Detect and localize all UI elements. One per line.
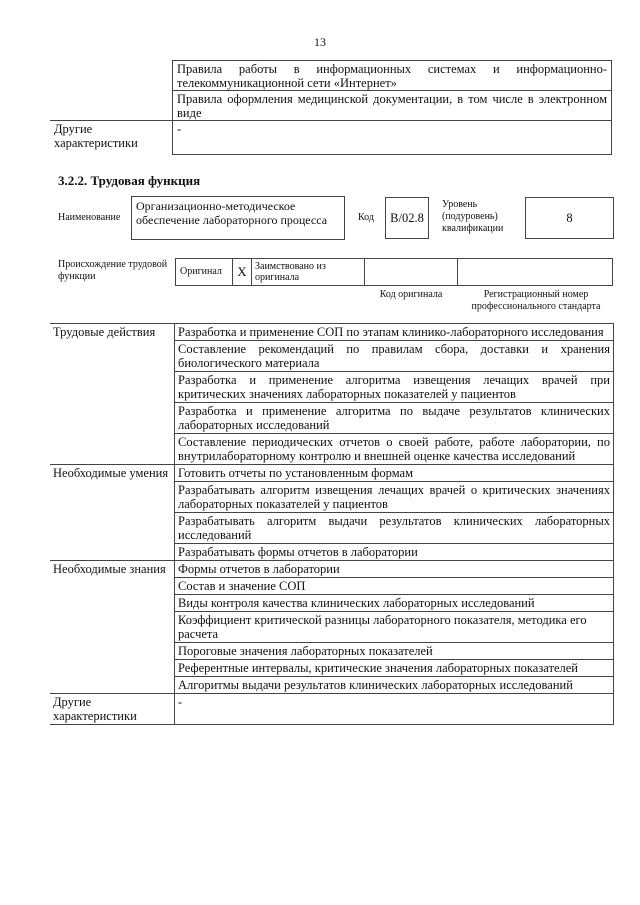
code-label: Код: [358, 212, 374, 223]
code-value-box: В/02.8: [385, 197, 429, 239]
table-row: [50, 372, 614, 403]
table-row: [50, 434, 614, 465]
knowledge-label: Необходимые знания: [50, 561, 175, 578]
list-item: Пороговые значения лабораторных показателей: [175, 643, 614, 660]
section-title: 3.2.2. Трудовая функция: [58, 173, 201, 188]
borrowed-cell: Заимствовано из оригинала: [251, 258, 365, 286]
row-value: Правила оформления медицинской документации, в том числе в электронном виде: [173, 91, 612, 121]
list-item: Разработка и применение СОП по этапам клинико-лабораторного исследования: [175, 324, 614, 341]
table-row: [50, 91, 612, 121]
top-continuation-table: [50, 60, 612, 155]
table-row: [50, 513, 614, 544]
other-label: Другие характеристики: [50, 694, 175, 725]
original-mark: X: [232, 258, 252, 286]
skills-label: Необходимые умения: [50, 465, 175, 482]
table-row: [50, 61, 612, 91]
other-value: -: [175, 694, 614, 725]
list-item: Составление рекомендаций по правилам сбора, доставки и хранения биологического материала: [175, 341, 614, 372]
table-row: [50, 341, 614, 372]
table-row: [50, 544, 614, 561]
origin-row: [175, 258, 613, 286]
list-item: Разрабатывать алгоритм извещения лечащих врачей о критических значениях лабораторных показателей у пациентов: [175, 482, 614, 513]
table-row: [50, 465, 614, 482]
list-item: Состав и значение СОП: [175, 578, 614, 595]
list-item: Коэффициент критической разницы лабораторного показателя, методика его расчета: [175, 612, 614, 643]
row-label: Другие характеристики: [50, 121, 173, 155]
list-item: Разрабатывать алгоритм выдачи результатов клинических лабораторных исследований: [175, 513, 614, 544]
table-row: [50, 578, 614, 595]
table-row: [50, 694, 614, 725]
row-label: [50, 91, 173, 121]
labor-actions-label: Трудовые действия: [50, 324, 175, 341]
list-item: Разрабатывать формы отчетов в лаборатории: [175, 544, 614, 561]
table-row: [50, 660, 614, 677]
reg-number-cell: [457, 258, 613, 286]
table-row: [50, 324, 614, 341]
table-row: [50, 595, 614, 612]
table-row: [50, 677, 614, 694]
code-original-cell: [364, 258, 458, 286]
table-row: [50, 612, 614, 643]
table-row: [50, 403, 614, 434]
table-row: [50, 482, 614, 513]
reg-number-label: Регистрационный номер профессионального стандарта: [471, 289, 601, 312]
list-item: Разработка и применение алгоритма по выдаче результатов клинических лабораторных исследований: [175, 403, 614, 434]
list-item: Составление периодических отчетов о своей работе, работе лаборатории, по внутрилабораторному контролю и внешней оценке качества исследований: [175, 434, 614, 465]
level-label: Уровень (подуровень) квалификации: [442, 199, 504, 234]
function-name-box: Организационно-методическое обеспечение лабораторного процесса: [131, 196, 345, 240]
name-label: Наименование: [58, 212, 121, 223]
code-original-label: Код оригинала: [379, 289, 443, 300]
list-item: Референтные интервалы, критические значения лабораторных показателей: [175, 660, 614, 677]
level-value-box: 8: [525, 197, 614, 239]
list-item: Разработка и применение алгоритма извещения лечащих врачей при критических значениях лабораторных показателей у пациентов: [175, 372, 614, 403]
row-label: [50, 61, 173, 91]
origin-label: Происхождение трудовой функции: [58, 259, 168, 282]
row-value: Правила работы в информационных системах и информационно-телекоммуникационной сети «Интернет»: [173, 61, 612, 91]
list-item: Формы отчетов в лаборатории: [175, 561, 614, 578]
function-details-table: [50, 323, 614, 725]
list-item: Виды контроля качества клинических лабораторных исследований: [175, 595, 614, 612]
table-row: [50, 121, 612, 155]
page-number: 13: [314, 35, 326, 49]
table-row: [50, 561, 614, 578]
original-cell: Оригинал: [175, 258, 233, 286]
row-value: -: [173, 121, 612, 155]
list-item: Готовить отчеты по установленным формам: [175, 465, 614, 482]
list-item: Алгоритмы выдачи результатов клинических лабораторных исследований: [175, 677, 614, 694]
table-row: [50, 643, 614, 660]
